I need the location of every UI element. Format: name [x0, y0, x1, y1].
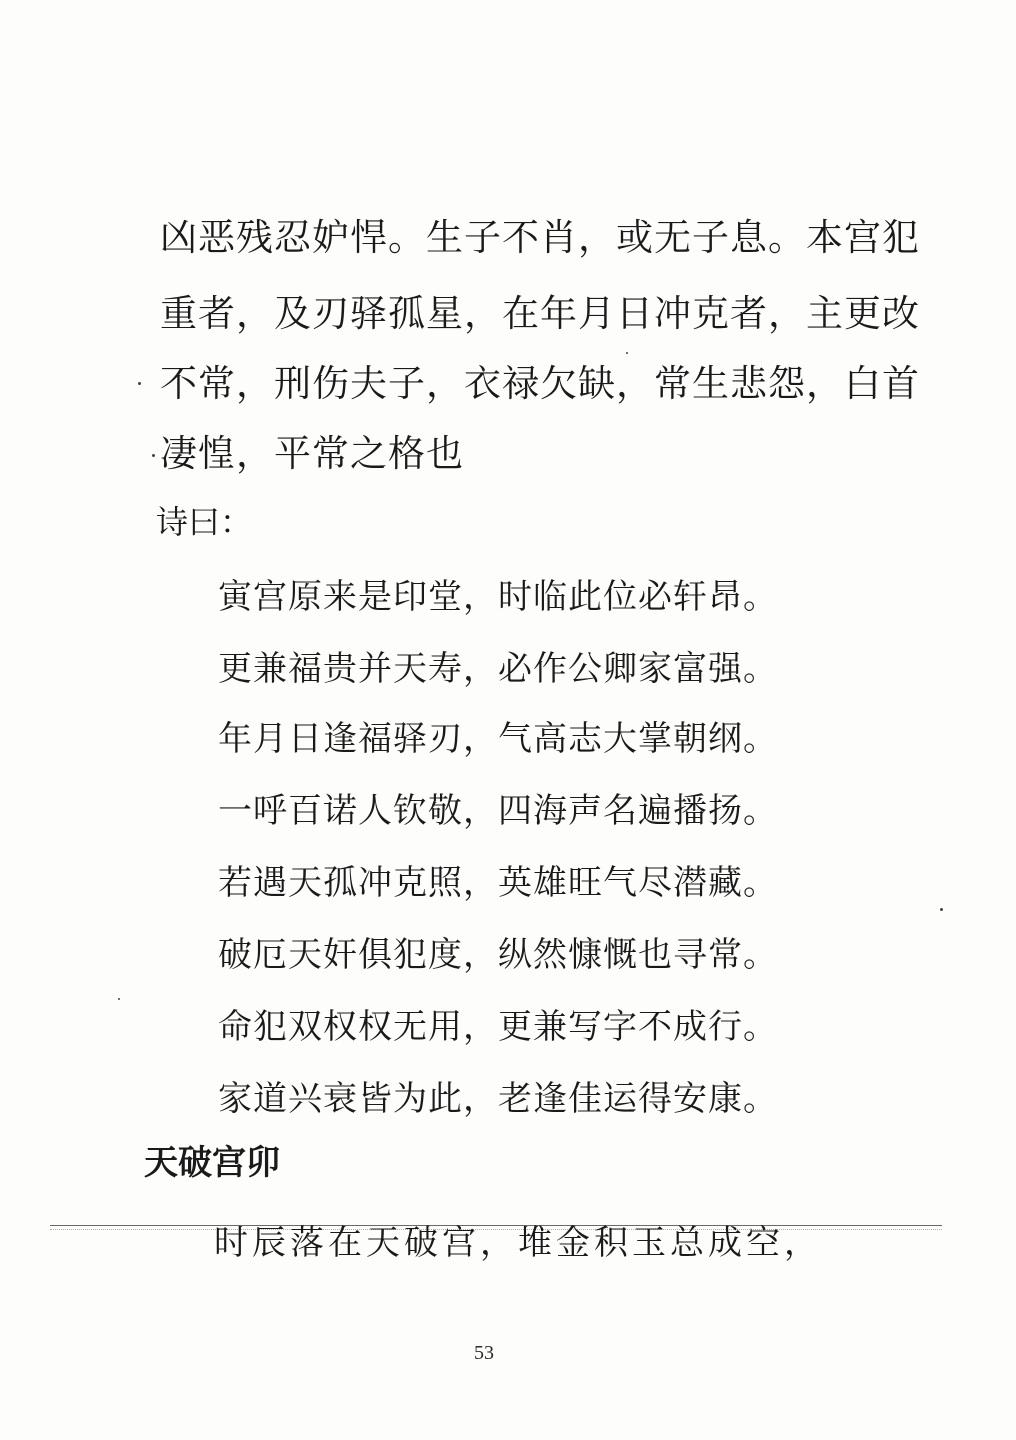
continued-poem-line: 时辰落在天破宫，堆金积玉总成空， [214, 1223, 822, 1263]
poem-line: 家道兴衰皆为此，老逢佳运得安康。 [218, 1079, 778, 1119]
poem-line: 破厄天奸俱犯度，纵然慷慨也寻常。 [218, 935, 778, 975]
section-title: 天破宫卯 [144, 1143, 280, 1183]
scan-speck [626, 352, 628, 354]
poem-intro: 诗曰： [156, 503, 253, 541]
poem-line: 更兼福贵并天寿，必作公卿家富强。 [218, 649, 778, 689]
poem-line: 一呼百诺人钦敬，四海声名遍播扬。 [218, 791, 778, 831]
scan-speck [152, 454, 155, 457]
poem-line: 寅宫原来是印堂，时临此位必轩昂。 [218, 577, 778, 617]
scan-speck [138, 382, 141, 385]
poem-line: 命犯双权权无用，更兼写字不成行。 [218, 1007, 778, 1047]
prose-line: 不常，刑伤夫子，衣禄欠缺，常生悲怨，白首 [160, 362, 920, 405]
page-number: 53 [474, 1342, 494, 1364]
poem-line: 若遇天孤冲克照，英雄旺气尽潜藏。 [218, 863, 778, 903]
scan-speck [940, 908, 943, 911]
scan-speck [118, 998, 120, 1000]
prose-line: 重者，及刃驿孤星，在年月日冲克者，主更改 [160, 292, 920, 335]
poem-line: 年月日逢福驿刃，气高志大掌朝纲。 [218, 719, 778, 759]
prose-line: 凶恶残忍妒悍。生子不肖，或无子息。本宫犯 [160, 216, 920, 259]
prose-line: 凄惶，平常之格也 [160, 432, 464, 475]
